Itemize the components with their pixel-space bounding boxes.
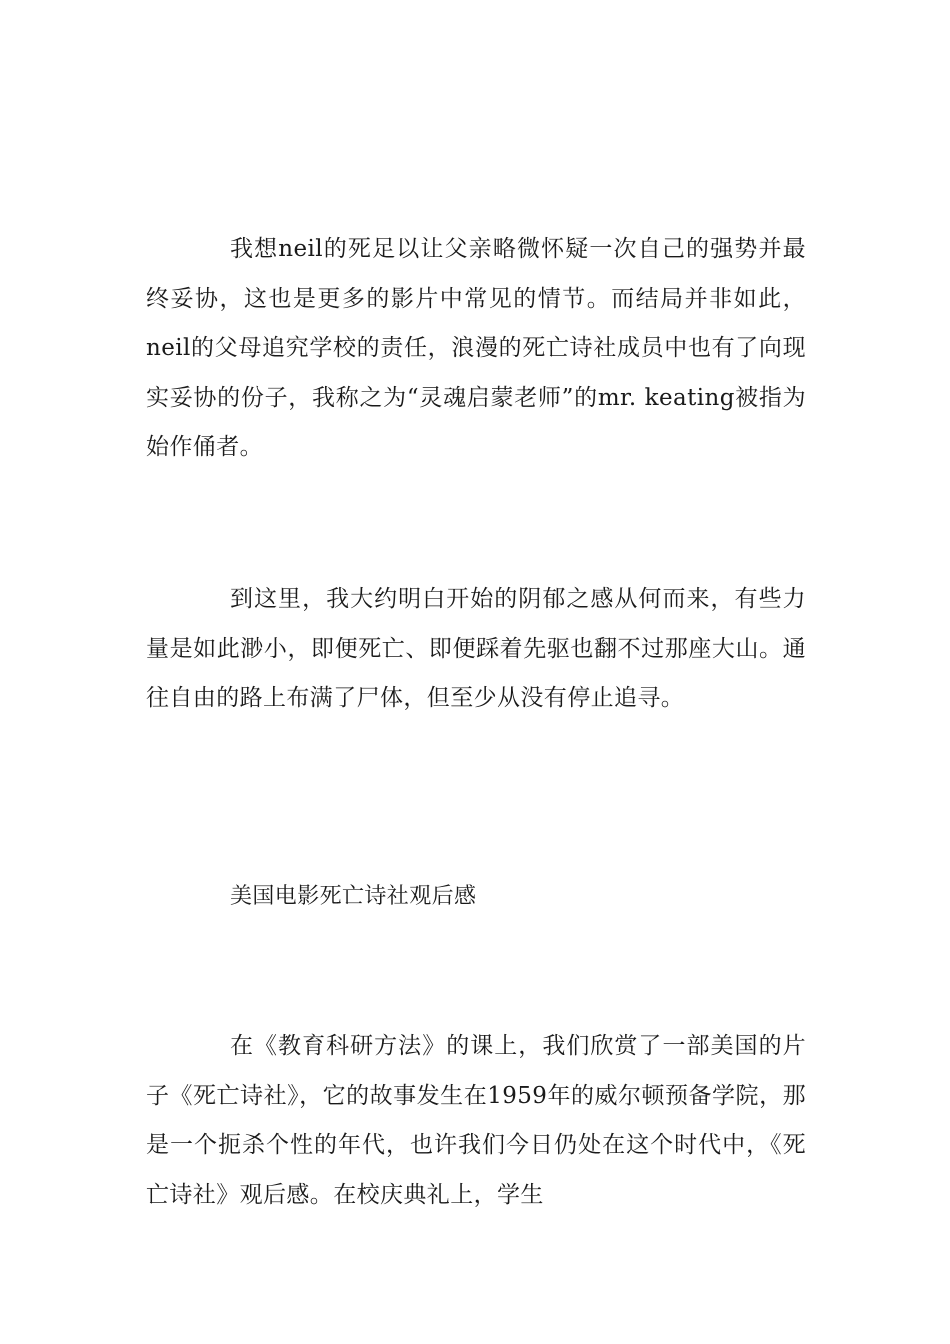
paragraph-neil-death: 我想neil的死足以让父亲略微怀疑一次自己的强势并最终妥协，这也是更多的影片中常见的情节。而结局并非如此，neil的父母追究学校的责任，浪漫的死亡诗社成员中也有了向现实妥协的份子，我称之为“灵魂启蒙老师”的mr. keating被指为始作俑者。 [146,236,806,460]
paragraph-gloom-origin: 到这里，我大约明白开始的阴郁之感从何而来，有些力量是如此渺小，即便死亡、即便踩着先驱也翻不过那座大山。通往自由的路上布满了尸体，但至少从没有停止追寻。 [146,586,806,711]
paragraph-film-intro: 在《教育科研方法》的课上，我们欣赏了一部美国的片子《死亡诗社》，它的故事发生在1959年的威尔顿预备学院，那是一个扼杀个性的年代，也许我们今日仍处在这个时代中，《死亡诗社》观后感。在校庆典礼上，学生 [146,1033,806,1208]
section-heading: 美国电影死亡诗社观后感 [230,884,477,909]
